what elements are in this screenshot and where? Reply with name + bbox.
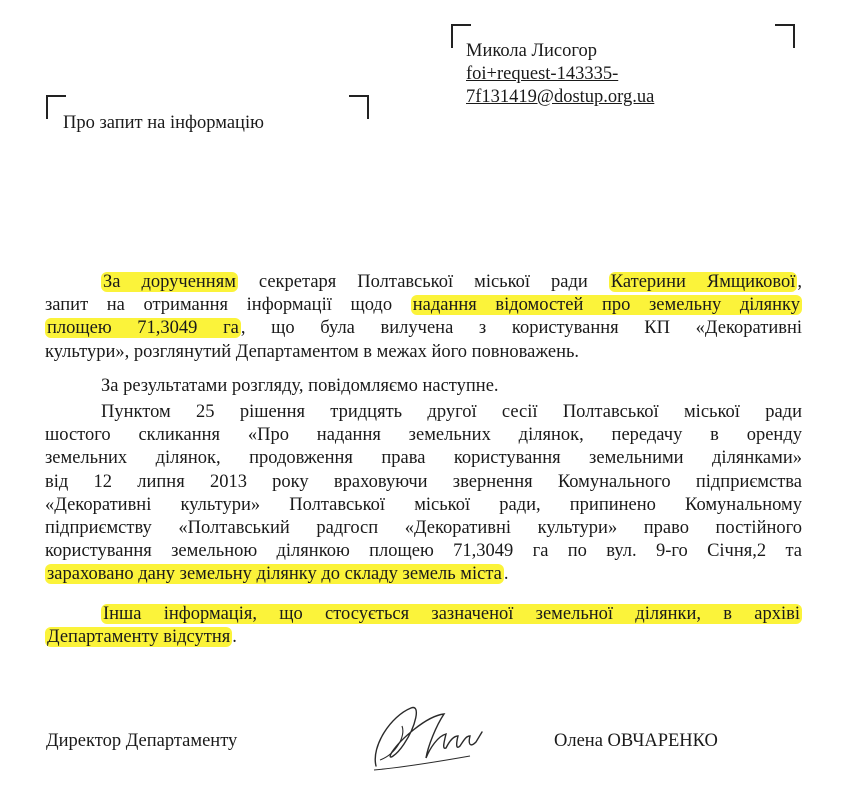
recipient-bracket-right [775,24,795,48]
highlight-land-transfer: зараховано дану земельну ділянку до складу земель міста [47,564,502,585]
recipient-email-line2[interactable]: 7f131419@dostup.org.ua [466,87,655,107]
paragraph-1-line-1: За дорученням секретаря Полтавської міської ради Катерини Ямщикової , [103,272,802,292]
highlight-by-order: За дорученням [103,272,236,292]
paragraph-3-last-line: зараховано дану земельну ділянку до складу земель міста . [47,564,509,585]
highlight-area: площею 71,3049 га [47,318,239,339]
signatory-name: Олена ОВЧАРЕНКО [554,731,718,751]
paragraph-3: Пунктом 25 рішення тридцять другої сесії Полтавської міської ради шостого скликання «Про надання земельних ділянок, передачу в оренду земельних ділянок, продовження права користування земельними ділянками» від 12 липня 2013 року враховуючи звернення Комунального підприємства «Декоративні культури» Полтавської міської ради, припинено Комунальному підприємству «Полтавський радгосп «Декоративні культури» право постійного користування земельною ділянкою площею 71,3049 га по вул. 9-го Січня,2 та зараховано дану земельну ділянку до складу земель міста . [45,401,802,587]
highlight-request-subject: надання відомостей про земельну ділянку [412,295,800,316]
paragraph-1-line-3: площею 71,3049 га , що була вилучена з користування КП «Декоративні [47,318,802,339]
highlight-no-other-info: Інша інформація, що стосується зазначеної земельної ділянки, в архіві [103,604,800,624]
subject-bracket-right [349,95,369,119]
recipient-name: Микола Лисогор [466,41,598,61]
signatory-position: Директор Департаменту [46,731,238,751]
recipient-email-line1[interactable]: foi+request-143335- [466,64,619,84]
recipient-block [466,40,654,109]
highlight-secretary-name: Катерини Ямщикової [610,272,796,292]
paragraph-1-line-4: культури», розглянутий Департаментом в межах його повноважень. [45,341,580,362]
paragraph-1-line-2: запит на отримання інформації щодо надання відомостей про земельну ділянку [45,295,800,316]
highlight-archive-absent: Департаменту відсутня [47,627,231,648]
paragraph-1 [45,271,802,364]
paragraph-2: За результатами розгляду, повідомляємо наступне. [101,376,499,396]
paragraph-4: Інша інформація, що стосується зазначеної земельної ділянки, в архіві Департаменту відсутня . [47,604,800,648]
handwritten-signature [366,696,486,776]
subject-line: Про запит на інформацію [63,113,264,133]
